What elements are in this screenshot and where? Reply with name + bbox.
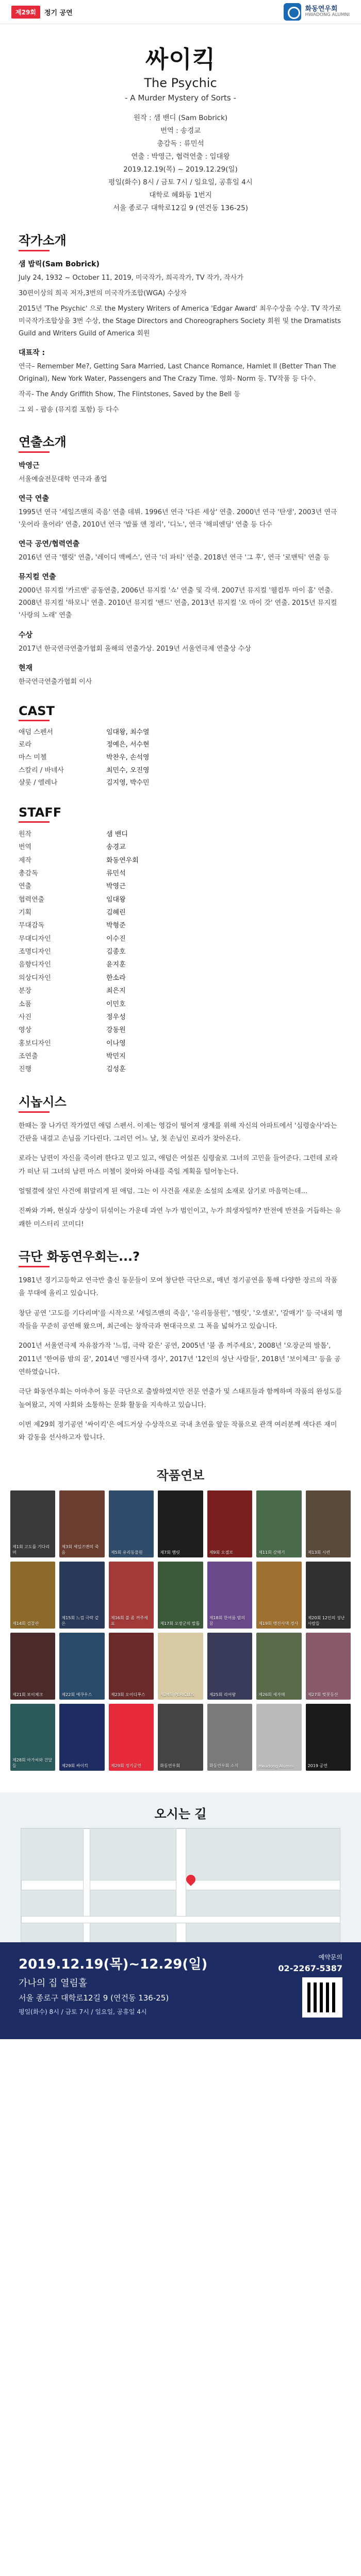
director-section-text: 2016년 연극 '햄릿' 연출, '레이디 맥베스', 연극 '더 파티' 연출. 2018년 연극 '그 후', 연극 '로맨틱' 연출 등 (19, 554, 330, 562)
writer-works: 연극– Remember Me?, Getting Sara Married, Last Chance Romance, Hamlet II (Better Than The Original), New York Water, Passengers and The Crazy Time. 영화- Norm 등. TV작품 등 다수. (19, 362, 336, 383)
poster-label: 제27회 벚꽃동산 (307, 1692, 338, 1697)
info-line: 2019.12.19(목) ~ 2019.12.29(일) (123, 165, 238, 174)
writer-bio: 2015년 'The Psychic' 으로 the Mystery Writers of America 'Edgar Award' 최우수상을 수상. TV 작가로 미국작가조합상을 3번 수상, the Stage Directors and Choreographers Society 회원 및 the Dramatists Guild and Writers Guild of America 회원 (19, 304, 341, 337)
footer-contact (278, 1953, 342, 2020)
poster-thumbnail[interactable] (59, 1490, 104, 1557)
writer-extra: 그 외 - 팝송 (뮤지컬 포함) 등 다수 (19, 406, 119, 414)
info-line: 연출 : 박영근, 협력연출 : 임대왕 (131, 152, 230, 161)
gallery-title: 작품연보 (156, 1468, 205, 1483)
poster-thumbnail[interactable] (109, 1490, 154, 1557)
staff-role: 무대감독 (19, 922, 45, 930)
staff-name: 이수진 (106, 935, 126, 943)
contact-title: 예약문의 (318, 1953, 342, 1961)
cast-name: 김지영, 박수민 (106, 779, 150, 787)
event-badge (11, 6, 73, 19)
director-section-head: 뮤지컬 연출 (19, 573, 56, 582)
staff-name: 박민지 (106, 1052, 126, 1060)
staff-name: 김혜린 (106, 909, 126, 917)
cast-role: 스칼리 / 바네사 (19, 766, 64, 774)
directions-title: 오시는 길 (154, 1806, 207, 1821)
poster-thumbnail[interactable] (207, 1633, 252, 1700)
cast-row (19, 765, 342, 777)
poster-thumbnail[interactable] (158, 1633, 203, 1700)
poster-thumbnail[interactable] (207, 1490, 252, 1557)
director-section-text: 2000년 뮤지컬 '카르멘' 공동연출, 2006년 뮤지컬 '쇼' 연출 및 각색. 2007년 뮤지컬 '웰컴투 마이 홈' 연출. 2008년 뮤지컬 '하모니' 연출. 2010년 뮤지컬 '밴드' 연출, 2013년 뮤지컬 '오 마이 갓' 연출. 2015년 뮤지컬 '사랑의 노래' 연출 (19, 587, 337, 620)
cast-row (19, 739, 342, 752)
history-paragraph: 이번 제29회 정기공연 '싸이킥'은 에드거상 수상작으로 국내 초연을 앞둔 작품으로 관객 여러분께 색다른 재미와 감동을 선사하고자 합니다. (19, 1421, 337, 1442)
info-line: 원작 : 샘 밴디 (Sam Bobrick) (133, 114, 228, 122)
poster-thumbnail[interactable] (10, 1633, 55, 1700)
staff-name: 최은지 (106, 987, 126, 995)
cast-role: 마스 미첼 (19, 753, 47, 761)
staff-name: 박영근 (106, 883, 126, 891)
history-paragraph: 극단 화동연우회는 아마추어 동문 극단으로 출발하였지만 전문 연출가 및 스태프들과 함께하며 작품의 완성도를 높여왔고, 지역 사회와 소통하는 문화 활동을 지속하고 있습니다. (19, 1388, 342, 1409)
show-title-en: The Psychic (144, 76, 217, 90)
poster-label: 제1회 고도를 기다리며 (12, 1544, 50, 1555)
staff-name: 이민호 (106, 1000, 126, 1008)
staff-list (19, 828, 342, 1076)
poster-thumbnail[interactable] (59, 1633, 104, 1700)
footer-hours: 평일(화수) 8시 / 금토 7시 / 일요일, 공휴일 4시 (19, 2008, 147, 2015)
cast-row (19, 752, 342, 765)
staff-name: 이나영 (106, 1039, 126, 1047)
poster-thumbnail[interactable] (109, 1633, 154, 1700)
poster-label: 제22회 에쿠우스 (61, 1692, 92, 1697)
logo-subtitle: HWADONG ALUMNI (305, 12, 350, 18)
staff-role: 사진 (19, 1013, 32, 1021)
poster-thumbnail[interactable] (256, 1490, 301, 1557)
contact-phone[interactable]: 02-2267-5387 (278, 1963, 342, 1973)
poster-label: 제25회 리어왕 (209, 1692, 236, 1697)
poster-label: 제29회 정기공연 (110, 1763, 141, 1768)
cast-name: 박찬우, 손석영 (106, 753, 150, 761)
cast-role: 샬롯 / 엘레나 (19, 779, 58, 787)
staff-role: 진행 (19, 1065, 32, 1074)
staff-role: 원작 (19, 831, 32, 839)
staff-name: 강동원 (106, 1026, 126, 1035)
poster-label: 제23회 오이디푸스 (110, 1692, 145, 1697)
poster-label: 화동연우회 소식 (209, 1763, 239, 1768)
map-road (176, 1828, 186, 1942)
staff-name: 화동연우회 (106, 856, 139, 865)
poster-label: 제26회 세자매 (258, 1692, 285, 1697)
badge-number: 제29회 (11, 6, 40, 19)
poster-label: 제13회 시련 (307, 1550, 331, 1555)
poster-thumbnail[interactable] (207, 1562, 252, 1629)
history-paragraph: 1981년 경기고등학교 연극반 출신 동문들이 모여 창단한 극단으로, 매년 정기공연을 통해 다양한 장르의 작품을 무대에 올리고 있습니다. (19, 1276, 338, 1298)
poster-label: 제14회 검찰관 (12, 1621, 39, 1626)
synopsis-paragraph: 한때는 잘 나가던 작가였던 애덤 스펜서. 이제는 영감이 떨어져 생계를 위해 자신의 아파트에서 '심령술사'라는 간판을 내걸고 손님을 기다린다. 그러던 어느 날, 첫 손님인 로라가 찾아온다. (19, 1122, 337, 1143)
synopsis-paragraph: 로라는 남편이 자신을 죽이려 한다고 믿고 있고, 애덤은 어설픈 심령술로 그녀의 고민을 들어준다. 그런데 로라가 떠난 뒤 그녀의 남편 마스 미첼이 찾아와 아내를 죽일 계획을 털어놓는다. (19, 1155, 338, 1176)
cast-name: 정예은, 서수현 (106, 741, 150, 749)
section-title-writer: 작가소개 (19, 230, 342, 251)
cast-name: 임대왕, 최수열 (106, 728, 150, 736)
staff-role: 소품 (19, 1000, 32, 1008)
staff-role: 번역 (19, 843, 32, 852)
poster-thumbnail[interactable] (109, 1562, 154, 1629)
poster-thumbnail[interactable] (10, 1490, 55, 1557)
staff-role: 협력연출 (19, 895, 45, 904)
staff-name: 윤지훈 (106, 961, 126, 969)
poster-thumbnail[interactable] (59, 1704, 104, 1771)
writer-works-title: 대표작 : (19, 348, 45, 357)
writer-music: 작곡- The Andy Griffith Show, The Flintstones, Saved by the Bell 등 (19, 391, 240, 399)
info-line: 평일(화수) 8시 / 금토 7시 / 일요일, 공휴일 4시 (108, 178, 253, 187)
staff-role: 조연출 (19, 1052, 38, 1060)
staff-role: 기획 (19, 909, 32, 917)
poster-thumbnail[interactable] (109, 1704, 154, 1771)
map-road (21, 1916, 340, 1923)
poster-thumbnail[interactable] (59, 1562, 104, 1629)
poster-label: 화동연우회 (160, 1763, 180, 1768)
poster-label: 제20회 12인의 성난 사람들 (307, 1615, 345, 1626)
show-info (19, 112, 342, 215)
poster-label: 제28회 아가씨와 건달들 (12, 1757, 53, 1768)
section-title-staff: STAFF (19, 805, 342, 823)
section-title-cast: CAST (19, 704, 342, 721)
qr-code-icon[interactable] (302, 1977, 342, 2018)
cast-role: 로라 (19, 741, 32, 749)
page-header (0, 0, 361, 24)
director-name: 박영근 (19, 462, 40, 470)
staff-role: 영상 (19, 1026, 32, 1035)
poster-label: 제11회 갈매기 (258, 1550, 285, 1555)
staff-name: 김종호 (106, 948, 126, 956)
section-title-synopsis: 시놉시스 (19, 1092, 342, 1113)
poster-label: 제15회 느낌 극락 같은 (61, 1615, 99, 1626)
poster-thumbnail[interactable] (158, 1490, 203, 1557)
writer-dates: July 24, 1932 ~ October 11, 2019, 미국작가, 희곡작가, TV 작가, 작사가 (19, 274, 243, 282)
poster-thumbnail[interactable] (306, 1704, 351, 1771)
section-title-director: 연출소개 (19, 432, 342, 453)
cast-name: 최민수, 오진영 (106, 766, 150, 774)
poster-label: 제24회 PERICLES (160, 1692, 194, 1697)
poster-label: 제5회 유리동물원 (110, 1550, 143, 1555)
director-section-head: 현재 (19, 664, 33, 672)
staff-role: 분장 (19, 987, 32, 995)
show-title-block (19, 41, 342, 103)
history-paragraph: 창단 공연 '고도를 기다리며'를 시작으로 '세일즈맨의 죽음', '유리동물원', '햄릿', '오셀로', '갈매기' 등 국내외 명작들을 꾸준히 공연해 왔으며, 최근에는 창작극과 현대극으로 그 폭을 넓혀가고 있습니다. (19, 1309, 343, 1330)
poster-thumbnail[interactable] (207, 1704, 252, 1771)
logo-icon (284, 3, 301, 21)
show-subtitle: - A Murder Mystery of Sorts - (125, 93, 236, 103)
map-road (83, 1828, 90, 1942)
staff-role: 조명디자인 (19, 948, 51, 956)
footer-venue: 가나의 집 열림홀 (19, 1977, 88, 1989)
staff-name: 샘 밴디 (106, 831, 128, 839)
section-title-history: 극단 화동연우회는...? (19, 1246, 342, 1267)
location-map[interactable] (21, 1828, 340, 1942)
cast-list (19, 726, 342, 790)
poster-thumbnail[interactable] (256, 1633, 301, 1700)
director-section-text: 2017년 한국연극연출가협회 올해의 연출가상. 2019년 서울연극제 연출상 수상 (19, 645, 251, 653)
poster-thumbnail[interactable] (10, 1562, 55, 1629)
director-section-head: 연극 공연/협력연출 (19, 540, 80, 549)
cast-row (19, 777, 342, 790)
history-body (19, 1274, 342, 1445)
poster-thumbnail[interactable] (10, 1704, 55, 1771)
poster-label: 제21회 보이체크 (12, 1692, 43, 1697)
info-line: 서울 종로구 대학로12길 9 (연건동 136-25) (112, 204, 249, 212)
writer-bio: 30편이상의 희곡 저자,3번의 미국작가조합(WGA) 수상자 (19, 289, 187, 297)
director-section-head: 수상 (19, 631, 33, 639)
staff-name: 정우성 (106, 1013, 126, 1021)
poster-label: 제7회 햄릿 (160, 1550, 180, 1555)
staff-role: 제작 (19, 856, 32, 865)
show-title-ko: 싸이킥 (145, 45, 216, 73)
footer-date: 2019.12.19(목)~12.29(일) (19, 1956, 208, 1972)
poster-label: 제29회 싸이킥 (61, 1763, 88, 1768)
logo-title: 화동연우회 (305, 5, 338, 13)
poster-label: 제19회 맹진사댁 경사 (258, 1621, 299, 1626)
directions-section (0, 1792, 361, 2039)
synopsis-paragraph: 얼떨결에 살인 사건에 휘말리게 된 애덤. 그는 이 사건을 새로운 소설의 소재로 삼기로 마음먹는데... (19, 1187, 308, 1195)
poster-label: 2019 공연 (307, 1763, 327, 1768)
org-logo (284, 3, 350, 21)
writer-name: 샘 밥릭(Sam Bobrick) (19, 260, 100, 268)
synopsis-paragraph: 진짜와 가짜, 현실과 상상이 뒤섞이는 가운데 과연 누가 범인이고, 누가 희생자일까? 반전에 반전을 거듭하는 유쾌한 미스터리 코미디! (19, 1207, 341, 1228)
history-paragraph: 2001년 서울연극제 자유참가작 '느낌, 극락 같은' 공연, 2005년 '불 좀 꺼주세요', 2008년 '오장군의 발톱', 2011년 '한여름 밤의 꿈', 2014년 '맹진사댁 경사', 2017년 '12인의 성난 사람들', 2018년 '보이체크' 등을 공연하였습니다. (19, 1342, 341, 1377)
director-section-text: 1995년 연극 '세일즈맨의 죽음' 연출 데뷔. 1996년 연극 '다른 세상' 연출. 2000년 연극 '탄생', 2003년 연극 '웃어라 울어라' 연출, 2010년 연극 '밥풀 앤 정리', '디노', 연극 '해피엔딩' 연출 등 다수 (19, 509, 337, 529)
footer-address: 서울 종로구 대학로12길 9 (연건동 136-25) (19, 1993, 169, 2003)
poster-label: Hwadong Alumni (258, 1764, 294, 1769)
poster-thumbnail[interactable] (158, 1704, 203, 1771)
director-section-text: 한국연극연출가협회 이사 (19, 677, 92, 686)
poster-label: 제16회 불 좀 꺼주세요 (110, 1615, 148, 1626)
poster-gallery (0, 1490, 361, 1771)
poster-label: 제3회 세일즈맨의 죽음 (61, 1544, 99, 1555)
staff-name: 송경교 (106, 843, 126, 852)
badge-text: 정기 공연 (44, 9, 73, 17)
info-line: 대학로 혜화동 1번지 (149, 191, 212, 199)
poster-thumbnail[interactable] (306, 1633, 351, 1700)
poster-label: 제18회 한여름 밤의 꿈 (209, 1615, 245, 1626)
staff-role: 연출 (19, 883, 32, 891)
footer (0, 1942, 361, 2039)
main-content (0, 24, 361, 1445)
director-school: 서울예술전문대학 연극과 졸업 (19, 476, 107, 484)
director-section-head: 연극 연출 (19, 495, 49, 503)
poster-thumbnail[interactable] (158, 1562, 203, 1629)
staff-role: 의상디자인 (19, 974, 51, 982)
poster-thumbnail[interactable] (306, 1490, 351, 1557)
cast-row (19, 726, 342, 739)
synopsis-body (19, 1120, 342, 1231)
staff-name: 한소라 (106, 974, 126, 982)
poster-thumbnail[interactable] (306, 1562, 351, 1629)
poster-label: 제9회 오셀로 (209, 1550, 233, 1555)
staff-name: 류민석 (106, 870, 126, 878)
info-line: 총감독 : 류민석 (157, 139, 204, 148)
staff-name: 김성훈 (106, 1065, 126, 1074)
staff-role: 홍보디자인 (19, 1039, 51, 1047)
poster-label: 제17회 오장군의 발톱 (160, 1621, 200, 1626)
poster-thumbnail[interactable] (256, 1704, 301, 1771)
staff-name: 임대왕 (106, 895, 126, 904)
cast-role: 애덤 스펜서 (19, 728, 53, 736)
staff-role: 음향디자인 (19, 961, 51, 969)
poster-thumbnail[interactable] (256, 1562, 301, 1629)
staff-name: 박형준 (106, 922, 126, 930)
staff-role: 무대디자인 (19, 935, 51, 943)
logo-text (305, 6, 350, 18)
staff-role: 총감독 (19, 870, 38, 878)
info-line: 번역 : 송경교 (160, 126, 201, 135)
